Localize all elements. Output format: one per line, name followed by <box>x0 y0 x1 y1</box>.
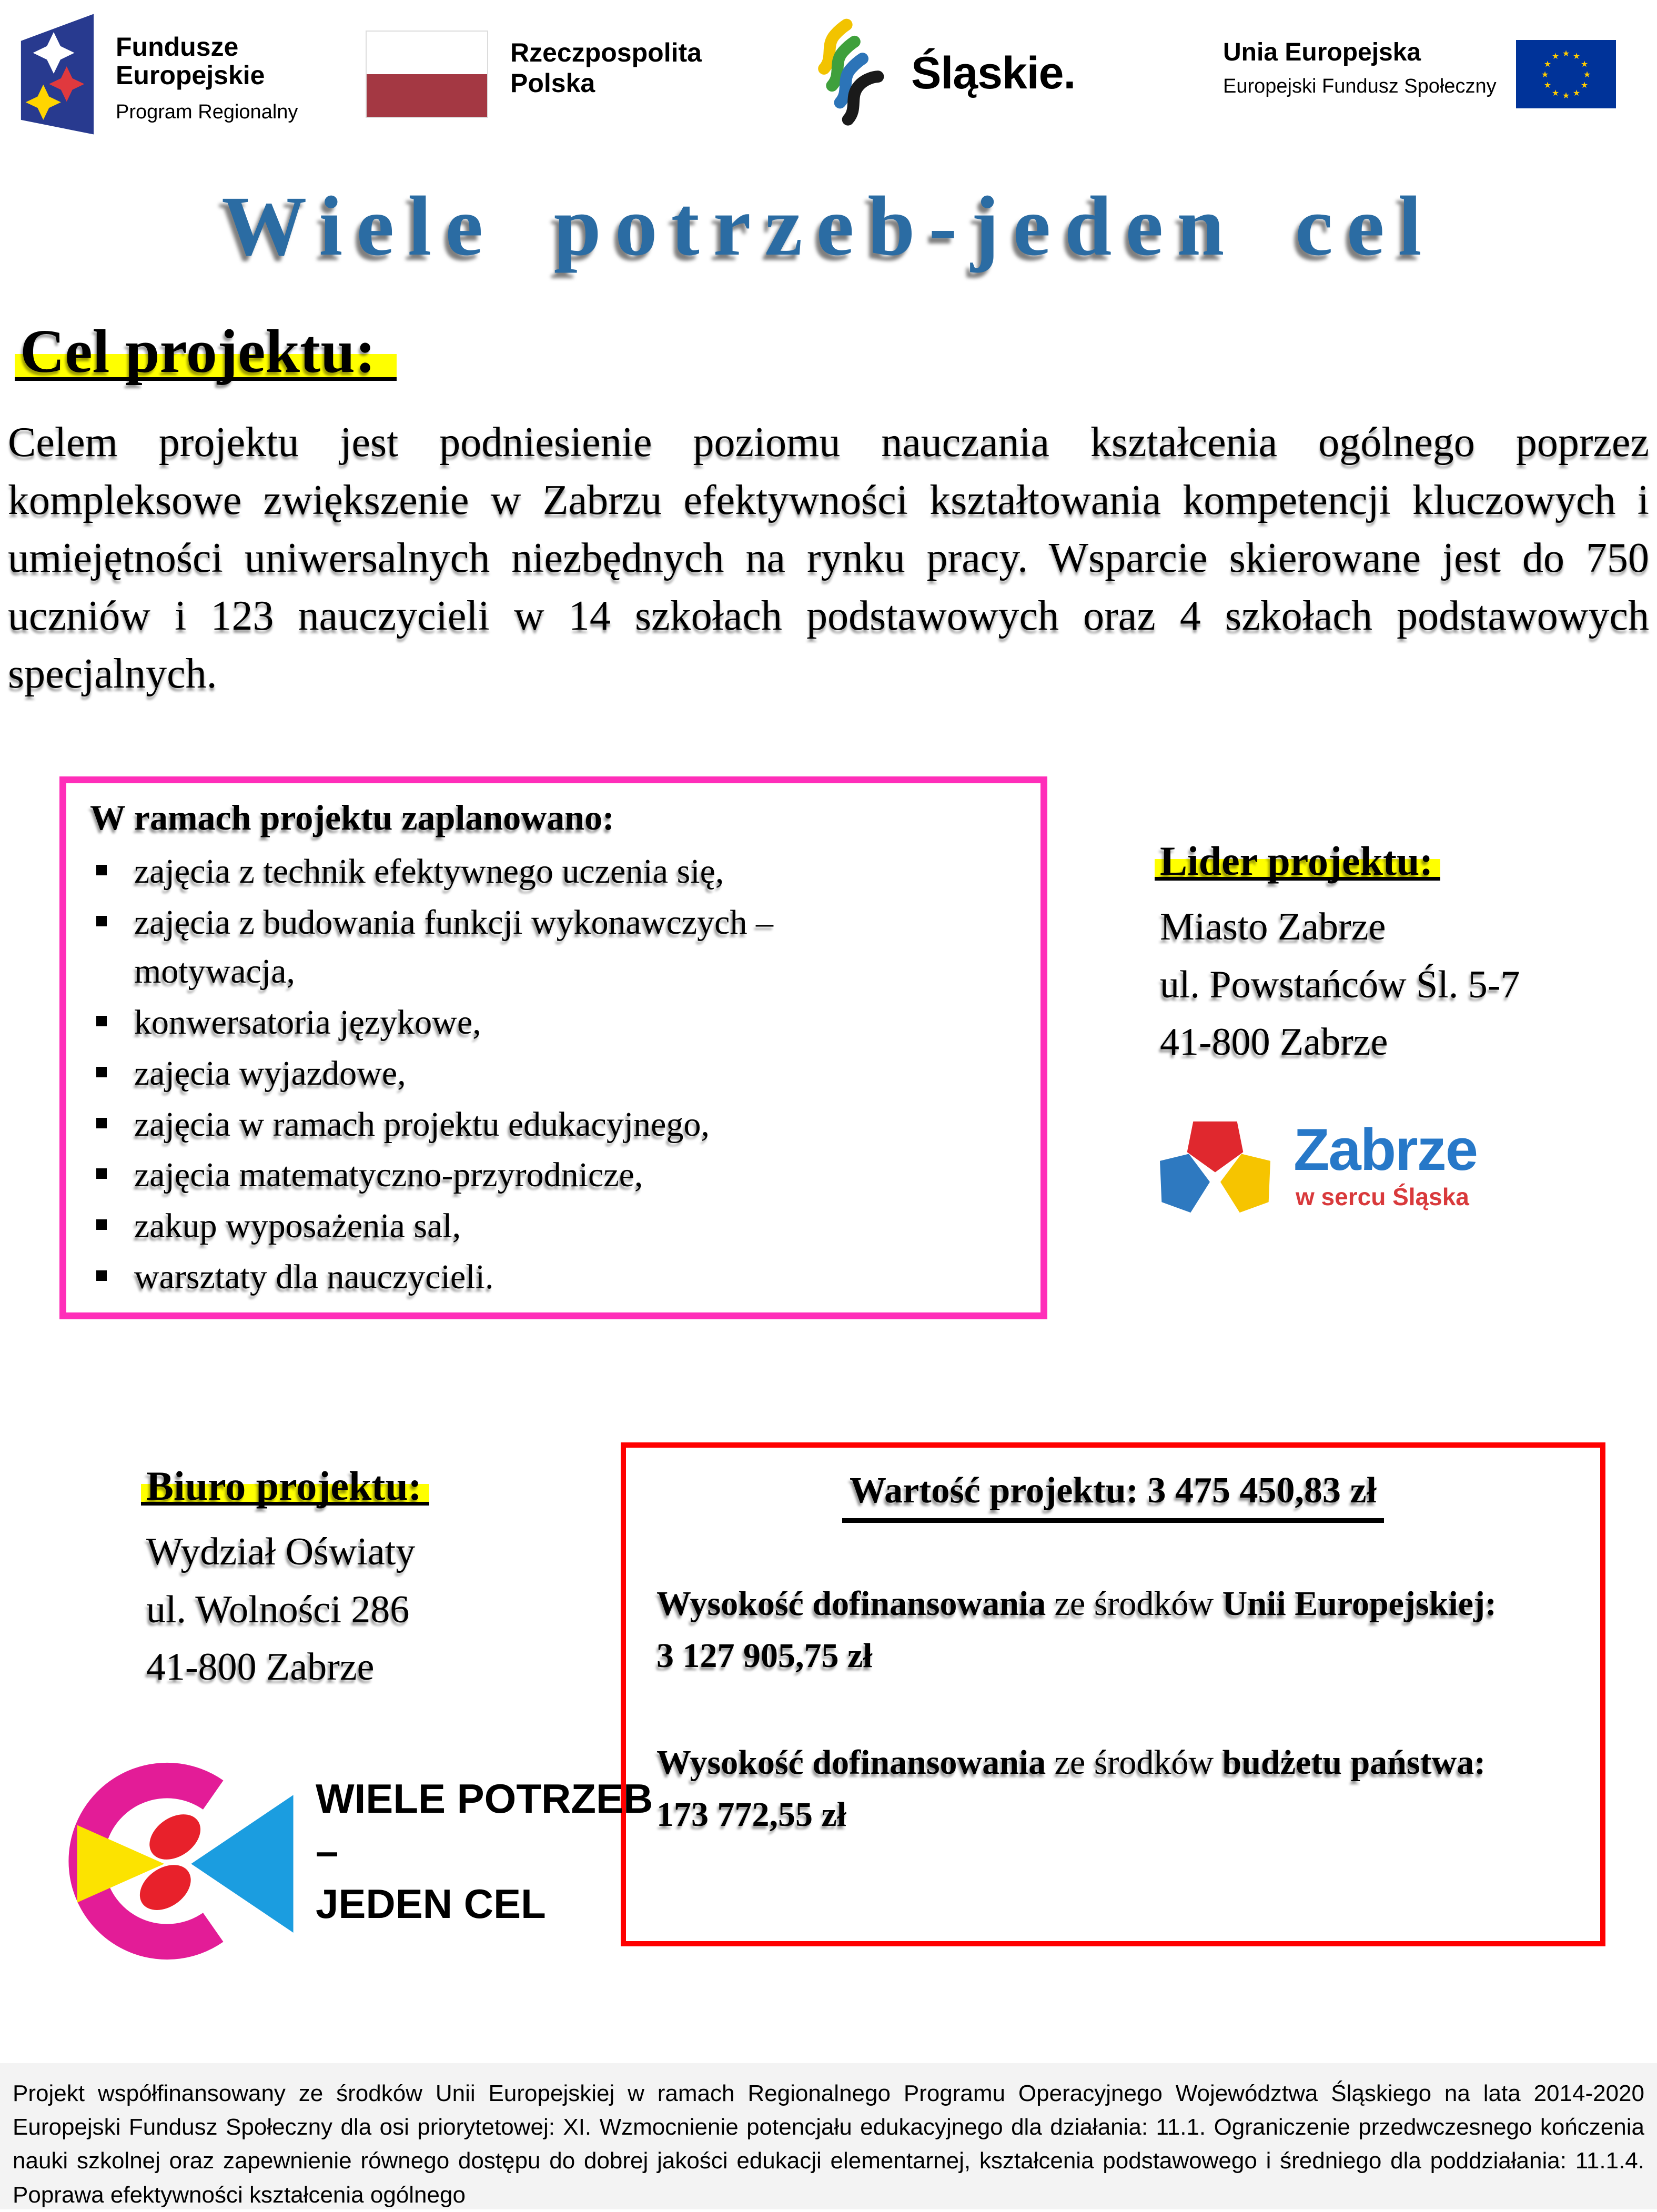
office-block <box>146 1462 422 1696</box>
fundusze-europejskie-label <box>116 8 298 139</box>
svg-text:★: ★ <box>1543 80 1551 90</box>
leader-line: 41-800 Zabrze <box>1160 1021 1388 1064</box>
svg-text:★: ★ <box>1562 48 1570 58</box>
list-item: zajęcia w ramach projektu edukacyjnego, <box>90 1100 1019 1149</box>
svg-text:★: ★ <box>1572 51 1580 61</box>
leader-heading: Lider projektu: <box>1160 837 1520 885</box>
eu-funding-amount: 3 127 905,75 zł <box>656 1637 873 1675</box>
pl-title-line2: Polska <box>510 68 595 98</box>
project-value-heading: Wartość projektu: 3 475 450,83 zł <box>656 1470 1570 1523</box>
slaskie-label: Śląskie. <box>911 48 1076 98</box>
goal-paragraph: Celem projektu jest podniesienie poziomu nauczania kształcenia ogólnego poprzez kompleksowe zwiększenie w Zabrzu efektywności kształtowania kompetencji kluczowych i umiejętności uniwersalnych niezbędnych na rynku pracy. Wsparcie skierowane jest do 750 uczniów i 123 nauczycieli w 14 szkołach podstawowych oraz 4 szkołach podstawowych specjalnych. <box>8 419 1649 697</box>
eu-flag-icon <box>1515 40 1616 108</box>
fe-subtitle: Program Regionalny <box>116 101 298 123</box>
bullet-square-icon <box>96 1219 107 1230</box>
page-title: Wiele potrzeb-jeden cel <box>221 179 1436 274</box>
planned-activities-box <box>59 776 1047 1319</box>
fe-title-line2: Europejskie <box>116 60 265 90</box>
list-item: zajęcia wyjazdowe, <box>90 1049 1019 1098</box>
bullet-square-icon <box>96 1067 107 1077</box>
state-funding-paragraph: Wysokość dofinansowania ze środków budżetu państwa: 173 772,55 zł <box>656 1736 1570 1841</box>
project-target-logo-icon <box>62 1745 304 1977</box>
logo-unia-europejska <box>1223 38 1616 108</box>
bullet-square-icon <box>96 1016 107 1026</box>
svg-text:★: ★ <box>1551 88 1559 98</box>
leader-block <box>1160 837 1520 1072</box>
leader-line: ul. Powstańców Śl. 5-7 <box>1160 963 1520 1006</box>
svg-text:★: ★ <box>1580 80 1588 90</box>
svg-text:★: ★ <box>1551 51 1559 61</box>
list-item: zajęcia z budowania funkcji wykonawczych – motywacja, <box>90 898 1019 996</box>
project-value-box <box>621 1442 1605 1946</box>
ue-subtitle: Europejski Fundusz Społeczny <box>1223 75 1497 97</box>
planned-heading: W ramach projektu zaplanowano: <box>90 797 614 837</box>
list-item: zajęcia matematyczno-przyrodnicze, <box>90 1150 1019 1200</box>
project-logo-line2: JEDEN CEL <box>316 1880 546 1927</box>
project-logo-dash: – <box>316 1827 339 1874</box>
svg-text:★: ★ <box>1572 88 1580 98</box>
list-item: zajęcia z technik efektywnego uczenia się, <box>90 847 1019 896</box>
zabrze-city-logo <box>1149 1115 1477 1229</box>
state-funding-amount: 173 772,55 zł <box>656 1795 847 1834</box>
project-logo-text <box>316 1773 653 1977</box>
bullet-square-icon <box>96 1118 107 1128</box>
list-item: zakup wyposażenia sal, <box>90 1201 1019 1251</box>
svg-text:★: ★ <box>1562 90 1570 100</box>
logo-fundusze-europejskie <box>15 8 298 139</box>
svg-text:★: ★ <box>1541 69 1549 79</box>
cofinancing-footer: Projekt współfinansowany ze środków Unii Europejskiej w ramach Regionalnego Programu Operacyjnego Województwa Śląskiego na lata 2014-2020 Europejski Fundusz Społeczny dla osi priorytetowej: XI. Wzmocnienie potencjału edukacyjnego dla działania: 11.1. Ograniczenie przedwczesnego kończenia nauki szkolnej oraz zapewnienie równego dostępu do dobrej jakości edukacji elementarnej, kształcenia podstawowego i średniego dla poddziałania: 11.1.4. Poprawa efektywności kształcenia ogólnego <box>0 2063 1657 2209</box>
bullet-square-icon <box>96 1270 107 1281</box>
logo-bar <box>0 0 1657 158</box>
bullet-square-icon <box>96 916 107 926</box>
office-line: 41-800 Zabrze <box>146 1645 375 1689</box>
pl-title-line1: Rzeczpospolita <box>510 38 702 67</box>
ue-label <box>1223 38 1497 108</box>
list-item: konwersatoria językowe, <box>90 998 1019 1047</box>
goal-heading: Cel projektu: <box>20 316 376 387</box>
bullet-square-icon <box>96 865 107 875</box>
office-heading: Biuro projektu: <box>146 1462 422 1510</box>
zabrze-logo-text <box>1294 1117 1477 1229</box>
logo-rzeczpospolita-polska <box>366 31 702 118</box>
office-line: Wydział Oświaty <box>146 1530 416 1573</box>
planned-list <box>90 847 1019 1301</box>
eu-funding-paragraph: Wysokość dofinansowania ze środków Unii Europejskiej: 3 127 905,75 zł <box>656 1578 1570 1682</box>
svg-text:★: ★ <box>1543 59 1551 69</box>
zabrze-logo-name: Zabrze <box>1294 1117 1477 1183</box>
project-logo-line1: WIELE POTRZEB <box>316 1775 653 1822</box>
poland-label <box>510 31 702 118</box>
leader-line: Miasto Zabrze <box>1160 905 1386 948</box>
zabrze-mark-icon <box>1149 1115 1281 1229</box>
zabrze-logo-tagline: w sercu Śląska <box>1296 1183 1469 1210</box>
svg-text:★: ★ <box>1580 59 1588 69</box>
list-item: warsztaty dla nauczycieli. <box>90 1253 1019 1302</box>
fundusze-europejskie-flag-icon <box>15 8 98 139</box>
poland-flag-icon <box>366 31 488 118</box>
slaskie-waves-icon <box>810 15 897 132</box>
fe-title-line1: Fundusze <box>116 32 239 62</box>
office-line: ul. Wolności 286 <box>146 1588 410 1631</box>
project-logo <box>62 1745 653 1977</box>
svg-text:★: ★ <box>1583 69 1591 79</box>
bullet-square-icon <box>96 1168 107 1179</box>
logo-slaskie <box>810 15 1075 132</box>
ue-title: Unia Europejska <box>1223 38 1421 66</box>
